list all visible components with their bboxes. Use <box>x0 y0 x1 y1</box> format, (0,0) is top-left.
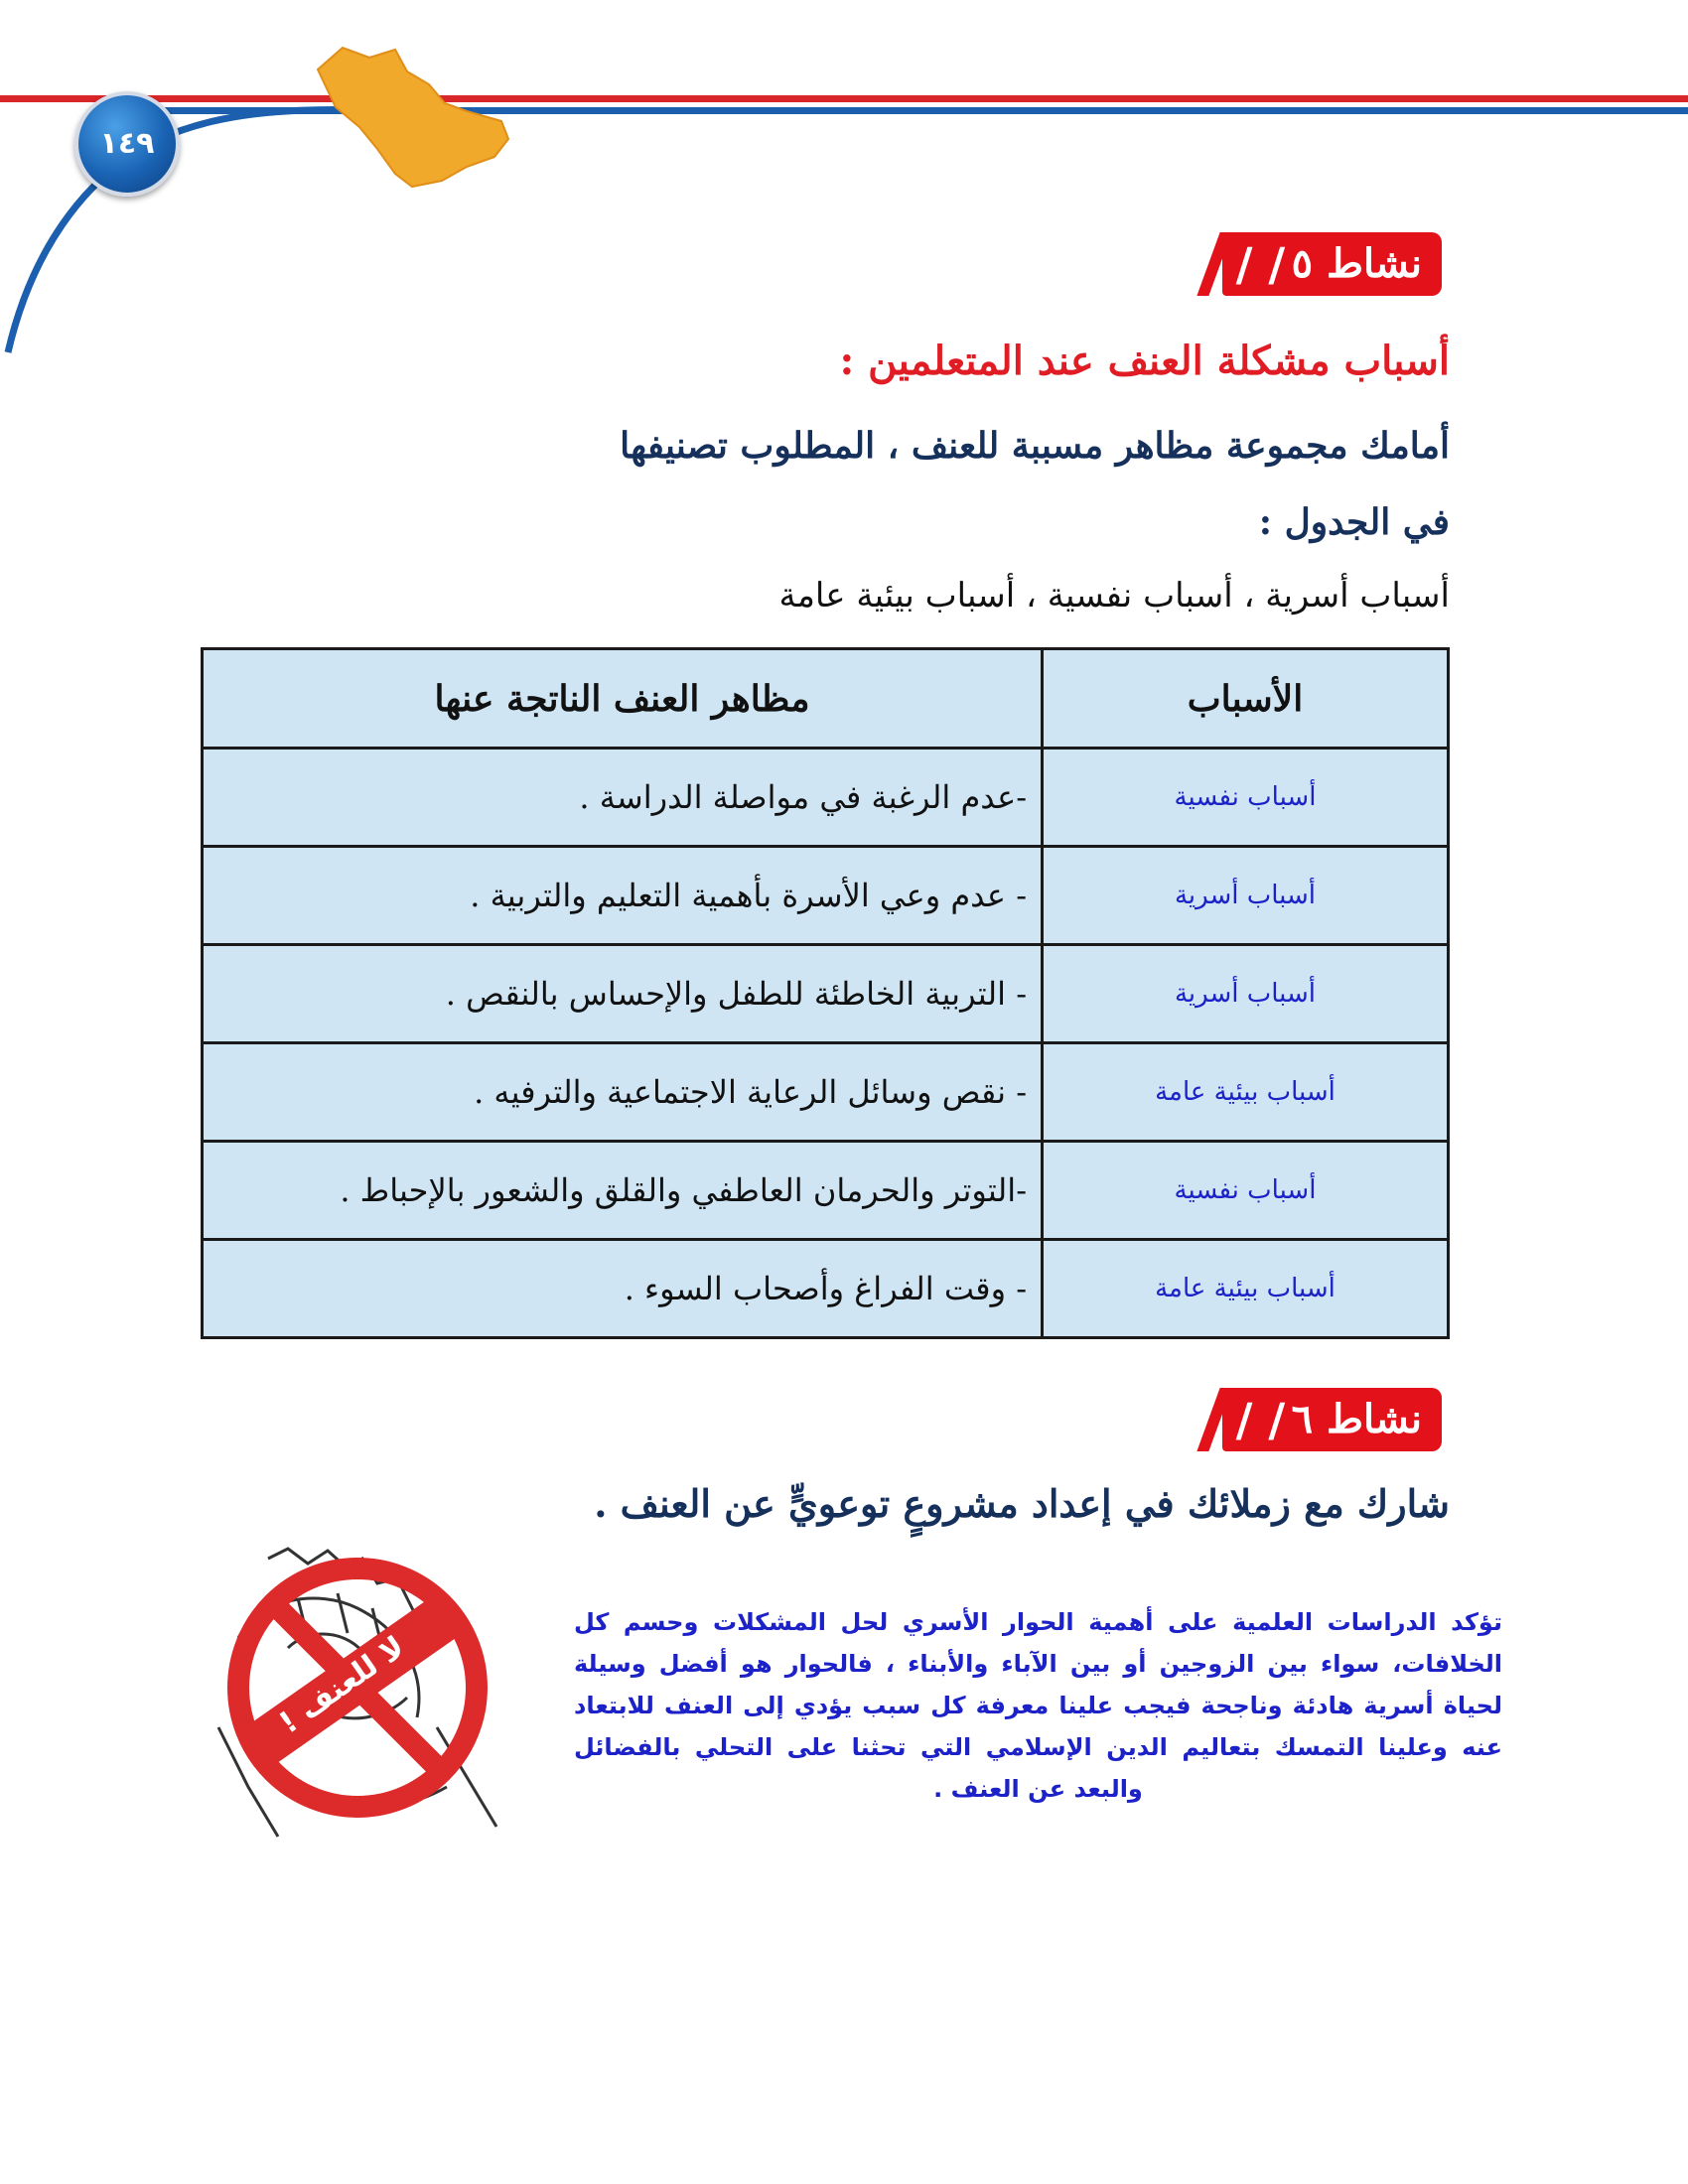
cause-cell: أسباب أسرية <box>1043 847 1449 945</box>
no-violence-label: لا للعنف ! <box>273 1629 412 1741</box>
table-header-row <box>203 649 1449 749</box>
cause-cell: أسباب بيئية عامة <box>1043 1043 1449 1142</box>
causes-table <box>201 647 1450 1339</box>
cause-cell: أسباب بيئية عامة <box>1043 1240 1449 1338</box>
effect-cell: - عدم وعي الأسرة بأهمية التعليم والتربية . <box>203 847 1043 945</box>
activity-5-tab <box>1222 232 1442 296</box>
cause-cell: أسباب نفسية <box>1043 749 1449 847</box>
activity-6-tab <box>1222 1388 1442 1451</box>
instruction-line-2: في الجدول : <box>1258 501 1450 543</box>
effect-cell: -عدم الرغبة في مواصلة الدراسة . <box>203 749 1043 847</box>
table-row <box>203 1240 1449 1338</box>
categories-line: أسباب أسرية ، أسباب نفسية ، أسباب بيئية عامة <box>778 576 1450 615</box>
effect-cell: - نقص وسائل الرعاية الاجتماعية والترفيه . <box>203 1043 1043 1142</box>
effect-cell: - وقت الفراغ وأصحاب السوء . <box>203 1240 1043 1338</box>
header-decoration <box>0 0 1688 377</box>
activity-6-paragraph: تؤكد الدراسات العلمية على أهمية الحوار الأسري لحل المشكلات وحسم كل الخلافات، سواء بين الزوجين أو بين الآباء والأبناء ، فالحوار هو أفضل وسيلة لحياة أسرية هادئة وناجحة فيجب علينا معرفة كل سبب يؤدي إلى العنف للابتعاد عنه وعلينا التمسك بتعاليم الدين الإسلامي التي تحثنا على التحلي بالفضائل والبعد عن العنف . <box>574 1608 1502 1803</box>
map-icon <box>318 48 508 187</box>
effect-cell: -التوتر والحرمان العاطفي والقلق والشعور بالإحباط . <box>203 1142 1043 1240</box>
activity-5-title: أسباب مشكلة العنف عند المتعلمين : <box>839 338 1450 384</box>
page-number: ١٤٩ <box>74 91 180 197</box>
cause-cell: أسباب نفسية <box>1043 1142 1449 1240</box>
header-causes: الأسباب <box>1043 649 1449 749</box>
slash-icon: / / <box>1235 237 1286 291</box>
table-row <box>203 945 1449 1043</box>
table-row <box>203 749 1449 847</box>
effect-cell: - التربية الخاطئة للطفل والإحساس بالنقص . <box>203 945 1043 1043</box>
activity-6-label: نشاط ٦ <box>1291 1396 1422 1442</box>
instruction-line-1: أمامك مجموعة مظاهر مسببة للعنف ، المطلوب تصنيفها <box>620 425 1450 467</box>
slash-icon: / / <box>1235 1393 1286 1446</box>
activity-6-title: شارك مع زملائك في إعداد مشروعٍ توعويٍّ عن العنف . <box>594 1481 1450 1526</box>
table-row <box>203 1142 1449 1240</box>
activity-5-label: نشاط ٥ <box>1291 240 1422 287</box>
table-row <box>203 1043 1449 1142</box>
cause-cell: أسباب أسرية <box>1043 945 1449 1043</box>
table-row <box>203 847 1449 945</box>
header-effects: مظاهر العنف الناتجة عنها <box>203 649 1043 749</box>
